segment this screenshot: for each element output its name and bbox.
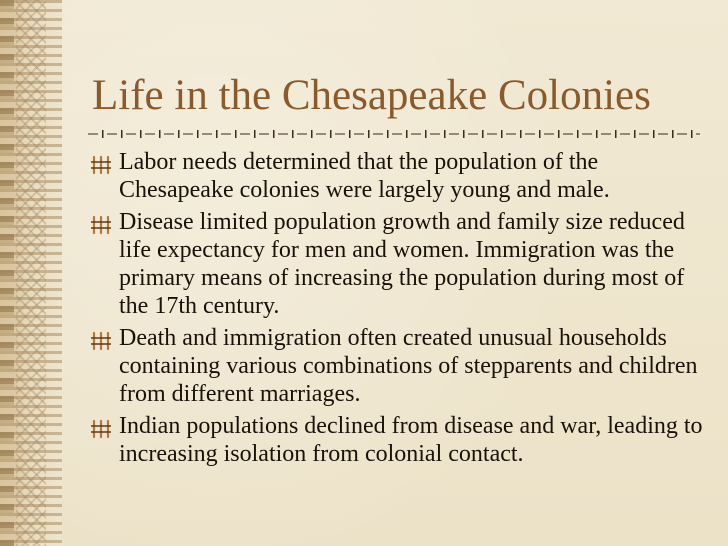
bullet-item: [90, 412, 710, 468]
title-divider: [88, 127, 700, 141]
slide-title: Life in the Chesapeake Colonies: [92, 72, 651, 119]
bullet-item: [90, 324, 710, 408]
bamboo-bullet-icon: [90, 214, 112, 236]
bullet-item: [90, 148, 710, 204]
bamboo-bullet-icon: [90, 154, 112, 176]
bullet-text: Death and immigration often created unusual households containing various combinations of stepparents and children from different marriages.: [119, 325, 698, 407]
bullet-list: [90, 148, 710, 472]
bamboo-bullet-icon: [90, 418, 112, 440]
bullet-text: Indian populations declined from disease and war, leading to increasing isolation from colonial contact.: [119, 413, 703, 467]
bullet-text: Disease limited population growth and family size reduced life expectancy for men and women. Immigration was the primary means of increasing the population during most of the 17th century.: [119, 209, 685, 319]
bullet-text: Labor needs determined that the population of the Chesapeake colonies were largely young and male.: [119, 149, 610, 203]
decorative-border-stripe: [0, 0, 62, 546]
bamboo-bullet-icon: [90, 330, 112, 352]
bullet-item: [90, 208, 710, 320]
